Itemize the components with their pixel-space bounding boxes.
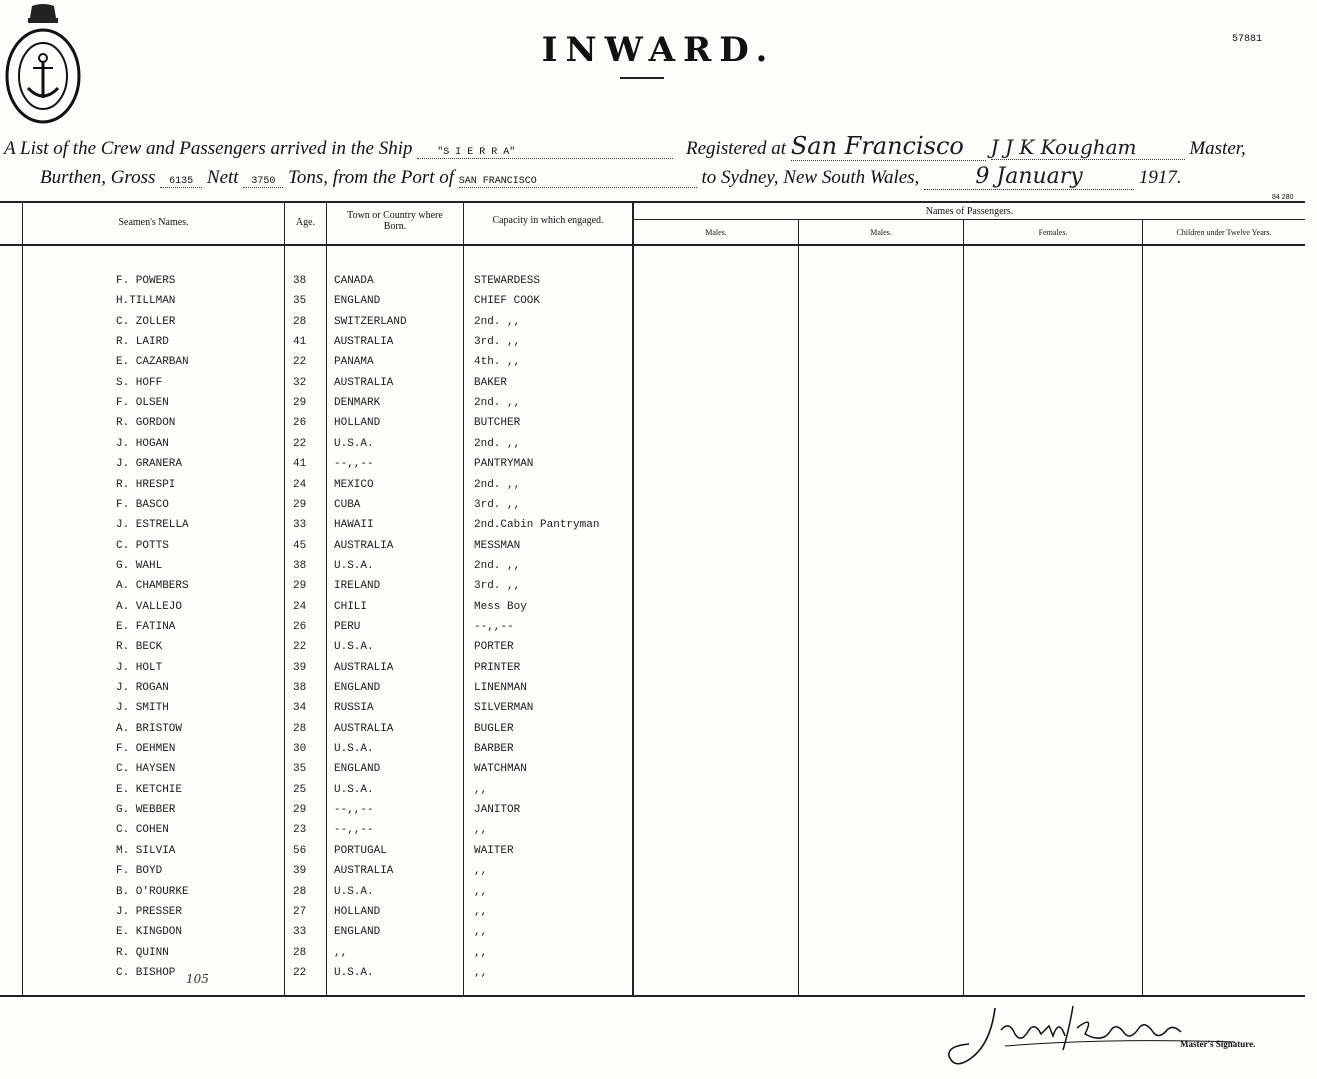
crew-born: RUSSIA <box>334 702 374 714</box>
crew-capacity: 2nd. ,, <box>474 438 521 450</box>
crew-age: 45 <box>293 540 307 552</box>
registered-label: Registered at <box>686 138 787 159</box>
crew-capacity: ,, <box>474 967 488 979</box>
crew-capacity: 2nd. ,, <box>474 560 521 572</box>
header-males-2: Males. <box>870 228 892 237</box>
crew-capacity: 2nd. ,, <box>474 479 521 491</box>
ship-name: "S I E R R A" <box>417 147 673 159</box>
crew-capacity: 2nd.Cabin Pantryman <box>474 519 600 531</box>
crew-age: 34 <box>293 702 307 714</box>
crew-name: E. FATINA <box>116 621 176 633</box>
arrival-date: 9 January <box>924 164 1134 190</box>
header-age: Age. <box>295 217 316 228</box>
crew-born: --,,-- <box>334 824 374 836</box>
crew-born: ENGLAND <box>334 295 381 307</box>
crew-age: 33 <box>293 926 307 938</box>
master-signature <box>945 1000 1245 1072</box>
crew-born: SWITZERLAND <box>334 316 407 328</box>
crew-age: 28 <box>293 886 307 898</box>
crew-capacity: BARBER <box>474 743 514 755</box>
crew-born: U.S.A. <box>334 560 374 572</box>
crew-name: E. CAZARBAN <box>116 356 189 368</box>
crew-capacity: SILVERMAN <box>474 702 534 714</box>
crew-born: CUBA <box>334 499 361 511</box>
column-divider <box>326 201 327 996</box>
crew-name: S. HOFF <box>116 377 163 389</box>
crew-name: F. POWERS <box>116 275 176 287</box>
crew-name: G. WEBBER <box>116 804 176 816</box>
crew-name: J. PRESSER <box>116 906 183 918</box>
crew-age: 38 <box>293 560 307 572</box>
crew-name: A. CHAMBERS <box>116 580 189 592</box>
crew-age: 30 <box>293 743 307 755</box>
crew-born: ENGLAND <box>334 682 381 694</box>
crew-age: 24 <box>293 479 307 491</box>
crew-age: 41 <box>293 458 307 470</box>
header-passengers: Names of Passengers. <box>925 206 1014 217</box>
margin-note: 105 <box>186 972 209 986</box>
crew-capacity: LINENMAN <box>474 682 527 694</box>
crew-born: U.S.A. <box>334 784 374 796</box>
crew-capacity: ,, <box>474 886 488 898</box>
crew-born: U.S.A. <box>334 641 374 653</box>
crew-capacity: JANITOR <box>474 804 521 816</box>
crew-age: 28 <box>293 316 307 328</box>
crew-born: ENGLAND <box>334 926 381 938</box>
crew-age: 28 <box>293 723 307 735</box>
crew-born: HOLLAND <box>334 906 381 918</box>
crew-capacity: BUTCHER <box>474 417 521 429</box>
crew-capacity: PANTRYMAN <box>474 458 534 470</box>
crew-capacity: ,, <box>474 947 488 959</box>
arrival-year: 1917. <box>1138 167 1182 188</box>
crew-capacity: BUGLER <box>474 723 514 735</box>
crew-name: B. O'ROURKE <box>116 886 189 898</box>
crew-capacity: PRINTER <box>474 662 521 674</box>
crew-name: M. SILVIA <box>116 845 176 857</box>
header-line-2 <box>40 164 1182 190</box>
crew-name: R. HRESPI <box>116 479 176 491</box>
crew-age: 29 <box>293 580 307 592</box>
crew-age: 38 <box>293 275 307 287</box>
crew-name: J. HOGAN <box>116 438 169 450</box>
crew-name: A. VALLEJO <box>116 601 183 613</box>
header-females: Females. <box>1038 228 1068 237</box>
crew-age: 32 <box>293 377 307 389</box>
crew-capacity: 2nd. ,, <box>474 316 521 328</box>
crew-name: E. KINGDON <box>116 926 183 938</box>
crew-name: R. QUINN <box>116 947 169 959</box>
burthen-label: Burthen, Gross <box>40 167 156 188</box>
document-number: 57881 <box>1232 34 1263 45</box>
crew-name: F. OLSEN <box>116 397 169 409</box>
crew-age: 29 <box>293 397 307 409</box>
crew-born: DENMARK <box>334 397 381 409</box>
crew-age: 39 <box>293 865 307 877</box>
crew-born: U.S.A. <box>334 438 374 450</box>
header-seamen-names: Seamen's Names. <box>118 217 189 228</box>
crew-born: AUSTRALIA <box>334 662 394 674</box>
crew-capacity: ,, <box>474 865 488 877</box>
crew-capacity: 2nd. ,, <box>474 397 521 409</box>
crew-capacity: STEWARDESS <box>474 275 541 287</box>
crew-age: 38 <box>293 682 307 694</box>
column-divider <box>463 201 464 996</box>
port-of-departure: SAN FRANCISCO <box>459 176 697 188</box>
crew-born: ENGLAND <box>334 763 381 775</box>
crew-name: C. BISHOP <box>116 967 176 979</box>
crew-capacity: 3rd. ,, <box>474 336 521 348</box>
crew-age: 22 <box>293 967 307 979</box>
crew-age: 39 <box>293 662 307 674</box>
master-name: J J K Kougham <box>991 135 1185 160</box>
crew-name: J. HOLT <box>116 662 163 674</box>
form-code: 84 280 <box>1272 194 1294 201</box>
crew-born: U.S.A. <box>334 886 374 898</box>
crew-name: C. POTTS <box>116 540 169 552</box>
crew-capacity: BAKER <box>474 377 508 389</box>
crew-age: 22 <box>293 641 307 653</box>
crew-name: J. ROGAN <box>116 682 169 694</box>
column-divider <box>632 201 634 996</box>
crew-capacity: ,, <box>474 906 488 918</box>
column-divider <box>1142 219 1143 996</box>
crew-born: AUSTRALIA <box>334 723 394 735</box>
column-divider <box>284 201 285 996</box>
crew-born: AUSTRALIA <box>334 865 394 877</box>
header-capacity: Capacity in which engaged. <box>492 215 604 226</box>
crew-born: CHILI <box>334 601 368 613</box>
crew-born: U.S.A. <box>334 743 374 755</box>
crew-name: H.TILLMAN <box>116 295 176 307</box>
crew-capacity: 3rd. ,, <box>474 499 521 511</box>
list-title-text: A List of the Crew and Passengers arrived in the Ship <box>4 138 413 159</box>
crew-age: 24 <box>293 601 307 613</box>
crew-born: MEXICO <box>334 479 374 491</box>
crew-name: F. OEHMEN <box>116 743 176 755</box>
crew-age: 25 <box>293 784 307 796</box>
crew-capacity: WATCHMAN <box>474 763 527 775</box>
crew-name: J. GRANERA <box>116 458 183 470</box>
crew-age: 26 <box>293 417 307 429</box>
nett-tonnage: 3750 <box>243 176 283 188</box>
gross-tonnage: 6135 <box>160 176 202 188</box>
header-males-1: Males. <box>705 228 727 237</box>
crew-capacity: ,, <box>474 926 488 938</box>
crew-capacity: MESSMAN <box>474 540 521 552</box>
title-ornament <box>620 77 664 79</box>
crew-capacity: PORTER <box>474 641 514 653</box>
crew-name: C. ZOLLER <box>116 316 176 328</box>
crew-born: PERU <box>334 621 361 633</box>
crew-name: E. KETCHIE <box>116 784 183 796</box>
crew-name: R. GORDON <box>116 417 176 429</box>
crew-age: 22 <box>293 438 307 450</box>
crew-age: 28 <box>293 947 307 959</box>
crew-capacity: Mess Boy <box>474 601 527 613</box>
crew-capacity: ,, <box>474 824 488 836</box>
master-label: Master, <box>1189 138 1246 159</box>
crew-name: G. WAHL <box>116 560 163 572</box>
crew-born: AUSTRALIA <box>334 377 394 389</box>
table-bottom-rule <box>0 995 1305 997</box>
crew-name: J. SMITH <box>116 702 169 714</box>
crew-age: 27 <box>293 906 307 918</box>
crew-born: AUSTRALIA <box>334 336 394 348</box>
crew-capacity: WAITER <box>474 845 514 857</box>
header-children: Children under Twelve Years. <box>1176 228 1272 237</box>
crew-born: PORTUGAL <box>334 845 387 857</box>
crew-name: R. LAIRD <box>116 336 169 348</box>
crew-born: PANAMA <box>334 356 374 368</box>
column-divider <box>22 201 23 996</box>
crew-name: R. BECK <box>116 641 163 653</box>
crew-born: HOLLAND <box>334 417 381 429</box>
registered-place: San Francisco <box>791 132 986 161</box>
crew-born: U.S.A. <box>334 967 374 979</box>
crew-name: C. HAYSEN <box>116 763 176 775</box>
crew-born: --,,-- <box>334 458 374 470</box>
crew-age: 26 <box>293 621 307 633</box>
crew-born: AUSTRALIA <box>334 540 394 552</box>
crew-age: 23 <box>293 824 307 836</box>
crew-capacity: CHIEF COOK <box>474 295 541 307</box>
destination-label: to Sydney, New South Wales, <box>701 167 920 188</box>
crew-name: C. COHEN <box>116 824 169 836</box>
crew-capacity: 4th. ,, <box>474 356 521 368</box>
crew-age: 22 <box>293 356 307 368</box>
crew-name: J. ESTRELLA <box>116 519 189 531</box>
signature-label: Master's Signature. <box>1180 1039 1256 1049</box>
crew-age: 29 <box>293 499 307 511</box>
crew-born: CANADA <box>334 275 374 287</box>
crew-age: 35 <box>293 295 307 307</box>
crew-capacity: 3rd. ,, <box>474 580 521 592</box>
column-divider <box>963 219 964 996</box>
crew-name: F. BASCO <box>116 499 169 511</box>
crew-capacity: --,,-- <box>474 621 514 633</box>
crew-born: ,, <box>334 947 348 959</box>
form-title: INWARD. <box>541 30 776 70</box>
tons-label: Tons, from the Port of <box>288 167 455 188</box>
crew-born: --,,-- <box>334 804 374 816</box>
passenger-subheader-rule <box>634 219 1305 220</box>
header-line-1 <box>4 132 1246 161</box>
crew-name: F. BOYD <box>116 865 163 877</box>
crew-age: 35 <box>293 763 307 775</box>
table-top-rule <box>0 201 1305 203</box>
crew-age: 29 <box>293 804 307 816</box>
crew-born: HAWAII <box>334 519 374 531</box>
column-divider <box>798 219 799 996</box>
header-birthplace: Town or Country where Born. <box>347 210 443 232</box>
crew-capacity: ,, <box>474 784 488 796</box>
crew-born: IRELAND <box>334 580 381 592</box>
nett-label: Nett <box>206 167 239 188</box>
table-header-rule <box>0 244 1305 246</box>
crew-age: 41 <box>293 336 307 348</box>
crew-age: 33 <box>293 519 307 531</box>
crew-name: A. BRISTOW <box>116 723 183 735</box>
crew-age: 56 <box>293 845 307 857</box>
